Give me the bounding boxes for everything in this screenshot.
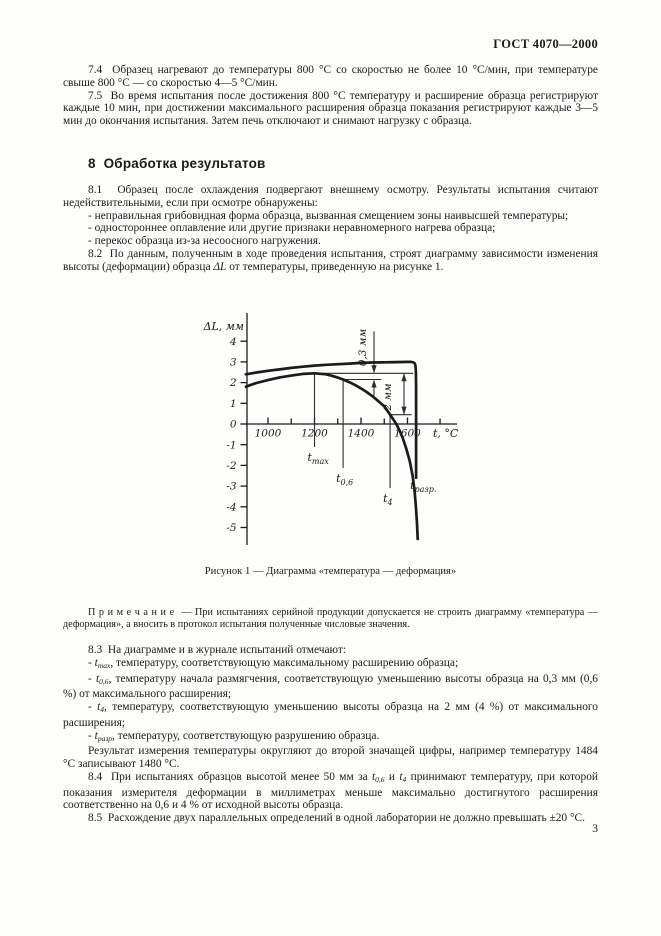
x-tick-label: 1600	[394, 427, 421, 440]
y-tick-label: 2	[229, 377, 237, 390]
para-8-3: 8.3 На диаграмме и в журнале испытаний отмечают:	[88, 644, 347, 656]
section-8-heading: 8 Обработка результатов	[88, 156, 266, 171]
note-block	[63, 607, 598, 630]
x-tick-label: 1400	[347, 427, 375, 440]
y-tick-label: -2	[226, 460, 237, 472]
note-para: П р и м е ч а н и е — При испытаниях серийной продукции допускается не строить диаграмму «температура — деформация», а вносить в протокол испытания полученные числовые значения.	[63, 607, 598, 630]
temperature-deformation-diagram	[185, 298, 475, 564]
figure-1-chart	[185, 298, 475, 564]
x-tick-label: 1200	[301, 427, 328, 440]
figure-caption: Рисунок 1 — Диаграмма «температура — деформация»	[204, 566, 457, 577]
list-item-t06: - t0,6, температуру начала размягчения, соответствующую уменьшению высоты образца на 0,3 мм (0,6 %) от максимального расширения;	[63, 672, 598, 701]
dimension-arrowhead	[371, 379, 376, 387]
x-tick-label: 1000	[254, 427, 282, 440]
y-tick-label: 4	[229, 335, 237, 348]
para-8-5: 8.5 Расхождение двух параллельных определений в одной лаборатории не должно превышать ±20 °С.	[88, 812, 585, 824]
temperature-point-label: $t_{0,6}$	[336, 472, 354, 488]
dimension-label: 2 мм	[382, 383, 395, 411]
rupture-temperature-label: $t_{разр.}$	[410, 478, 437, 494]
temperature-point-label: $t_4$	[383, 491, 393, 507]
para-rounding: Результат измерения температуры округляют до второй значащей цифры, например температуру 1484 °С записывают 1480 °С.	[63, 745, 598, 770]
dimension-arrowhead	[371, 365, 376, 373]
y-tick-label: -1	[226, 439, 237, 452]
x-axis-label: t, °С	[433, 427, 459, 440]
y-tick-label: -5	[226, 522, 237, 535]
para-7-4: 7.4 Образец нагревают до температуры 800 °С со скоростью не более 10 °С/мин, при температуре свыше 800 °С — со скоростью 4—5 °С/мин.	[63, 64, 598, 89]
y-tick-label: 0	[229, 418, 237, 431]
y-axis-label: ΔL, мм	[203, 320, 244, 333]
section-8-1-paragraphs	[63, 184, 598, 273]
y-tick-label: -4	[226, 501, 237, 514]
dimension-arrowhead	[401, 373, 406, 381]
section-7-paragraphs	[63, 64, 598, 128]
y-tick-label: -3	[226, 480, 237, 493]
section-8-3-paragraphs	[63, 644, 598, 825]
list-item-tmax: - tmax, температуру, соответствующую максимальному расширению образца;	[88, 656, 459, 670]
y-tick-label: 1	[229, 397, 237, 410]
dimension-label: 0,3 мм	[357, 328, 370, 367]
dimension-arrowhead	[401, 407, 406, 415]
para-8-4: 8.4 При испытаниях образцов высотой менее 50 мм за t0,6 и t4 принимают температуру, при которой показания измерителя деформации в миллиметрах меньше максимально достигнутого расширения соответственно на 0,6 и 4 % от исходной высоты образца.	[63, 770, 598, 812]
list-item-trazr: - tразр, температуру, соответствующую разрушению образца.	[88, 729, 380, 743]
document-header: ГОСТ 4070—2000	[493, 37, 598, 51]
list-item-skew: - перекос образца из-за несоосного нагружения.	[88, 235, 321, 247]
list-item-melting: - одностороннее оплавление или другие признаки неравномерного нагрева образца;	[88, 222, 496, 235]
temperature-point-label: $t_{max}$	[307, 450, 329, 466]
para-8-2: 8.2 По данным, полученным в ходе проведения испытания, строят диаграмму зависимости изменения высоты (деформации) образца ΔL от температуры, приведенную на рисунке 1.	[63, 247, 598, 273]
para-7-5: 7.5 Во время испытания после достижения 800 °С температуру и расширение образца регистрируют каждые 10 мин, при достижении максимального расширения образца показания регистрируют каждые 3—5 мин до окончания испытания. Затем печь отключают и снимают нагрузку с образца.	[63, 89, 598, 127]
para-8-1: 8.1 Образец после охлаждения подвергают внешнему осмотру. Результаты испытания считают недействительными, если при осмотре обнаружены:	[63, 184, 598, 209]
list-item-mushroom: - неправильная грибовидная форма образца, вызванная смещением зоны наивысшей температуры;	[88, 209, 569, 222]
list-item-t4: - t4, температуру, соответствующую уменьшению высоты образца на 2 мм (4 %) от максимального расширения;	[63, 701, 598, 729]
page-number: 3	[592, 823, 598, 835]
y-tick-label: 3	[229, 356, 237, 369]
